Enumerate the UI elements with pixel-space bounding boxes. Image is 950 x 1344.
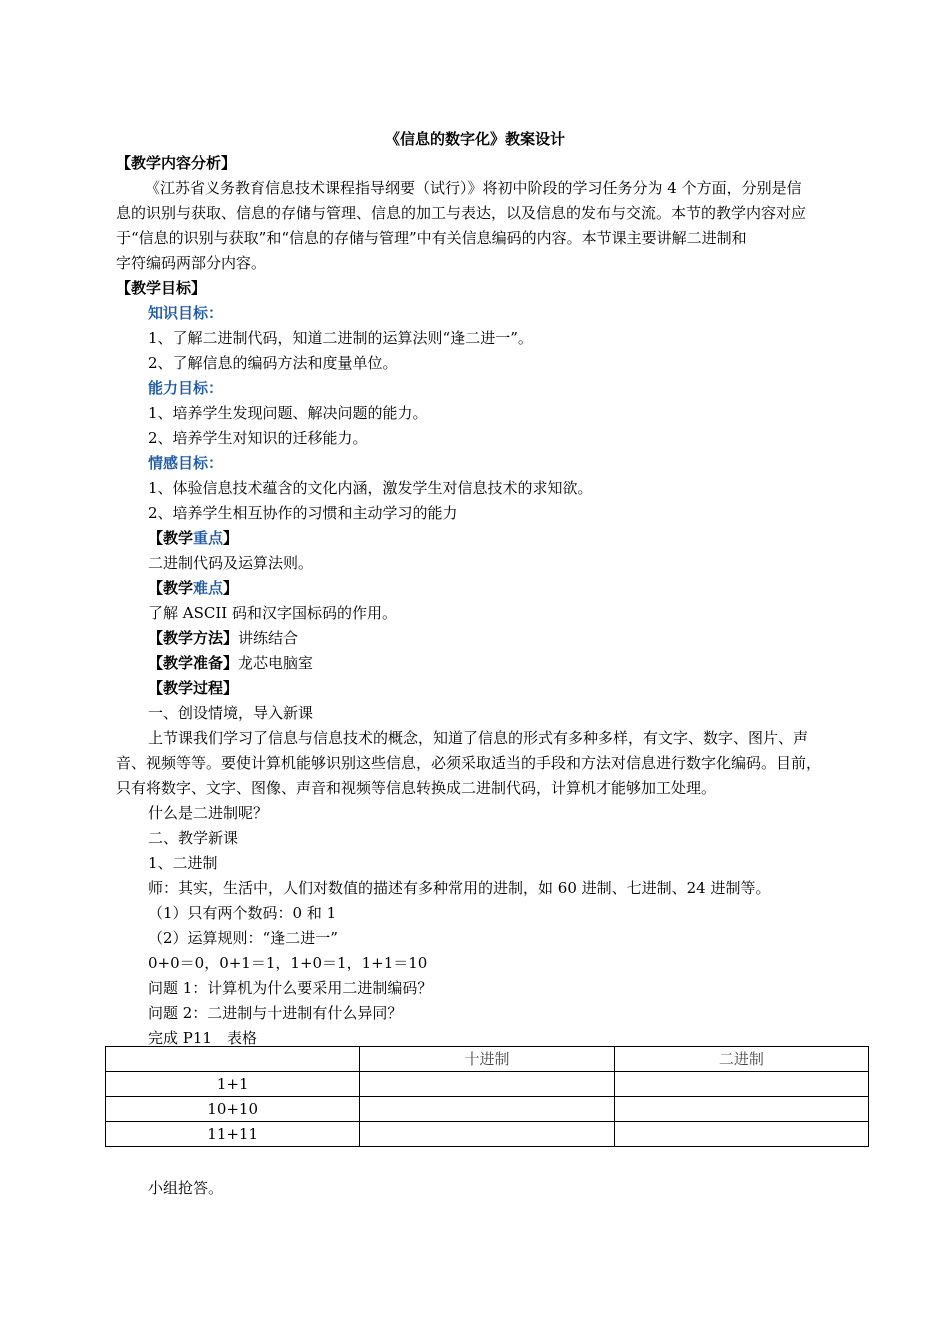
point-two: （2）运算规则：“逢二进一”: [148, 929, 338, 947]
analysis-line: 于“信息的识别与获取”和“信息的存储与管理”中有关信息编码的内容。本节课主要讲解二进制和: [116, 229, 747, 247]
prep-line: [148, 653, 313, 673]
table-cell: [360, 1122, 614, 1147]
analysis-line: 息的识别与获取、信息的存储与管理、信息的加工与表达，以及信息的发布与交流。本节的教学内容对应: [116, 204, 807, 222]
table-cell: [614, 1072, 868, 1097]
goals-heading: 【教学目标】: [116, 279, 207, 297]
key-point-text: 二进制代码及运算法则。: [148, 554, 314, 572]
table-header-cell: 十进制: [360, 1047, 614, 1072]
analysis-heading: 【教学内容分析】: [116, 154, 237, 172]
emotion-goal: 1、体验信息技术蕴含的文化内涵，激发学生对信息技术的求知欲。: [148, 479, 593, 497]
table-cell: [360, 1072, 614, 1097]
step-two: 二、教学新课: [148, 829, 239, 847]
heading-close: 】: [223, 579, 239, 597]
table-header-cell: [106, 1047, 360, 1072]
table-cell: 1+1: [106, 1072, 360, 1097]
key-point-heading: [148, 528, 238, 548]
table-row: [106, 1097, 869, 1122]
analysis-line: 《江苏省义务教育信息技术课程指导纲要（试行）》将初中阶段的学习任务分为 4 个方面，分别是信: [145, 179, 802, 197]
intro-line: 音、视频等等。要使计算机能够识别这些信息，必须采取适当的手段和方法对信息进行数字化编码。目前，: [116, 754, 822, 772]
heading-keyword: 重点: [193, 529, 224, 547]
emotion-goal-label: 情感目标：: [148, 454, 224, 472]
task-line: 完成 P11 表格: [148, 1029, 257, 1047]
knowledge-goal-label: 知识目标：: [148, 304, 224, 322]
table-cell: [360, 1097, 614, 1122]
question-line: 什么是二进制呢？: [148, 804, 269, 822]
heading-open: 【教学: [148, 579, 194, 597]
heading-close: 】: [223, 529, 239, 547]
table-cell: 10+10: [106, 1097, 360, 1122]
sub-heading-binary: 1、二进制: [148, 854, 218, 872]
rule-line: 0+0＝0，0+1＝1，1+0＝1，1+1＝10: [148, 954, 428, 972]
document-title: 《信息的数字化》教案设计: [384, 130, 565, 148]
difficulty-text: 了解 ASCII 码和汉字国标码的作用。: [148, 604, 397, 622]
teacher-line: 师：其实，生活中，人们对数值的描述有多种常用的进制，如 60 进制、七进制、24 进制等。: [148, 879, 771, 897]
knowledge-goal: 1、了解二进制代码，知道二进制的运算法则“逢二进一”。: [148, 329, 533, 347]
table-cell: [614, 1097, 868, 1122]
point-one: （1）只有两个数码：0 和 1: [148, 904, 337, 922]
ability-goal-label: 能力目标：: [148, 379, 224, 397]
intro-line: 只有将数字、文字、图像、声音和视频等信息转换成二进制代码，计算机才能够加工处理。: [116, 779, 717, 797]
exercise-table: [105, 1046, 869, 1147]
difficulty-heading: [148, 578, 238, 598]
ability-goal: 1、培养学生发现问题、解决问题的能力。: [148, 404, 428, 422]
heading-open: 【教学: [148, 529, 194, 547]
prep-heading: 【教学准备】: [148, 654, 239, 672]
final-line: 小组抢答。: [148, 1179, 224, 1197]
table-row: [106, 1072, 869, 1097]
method-line: [148, 628, 298, 648]
question-one: 问题 1：计算机为什么要采用二进制编码？: [148, 979, 433, 997]
method-heading: 【教学方法】: [148, 629, 239, 647]
table-row: [106, 1122, 869, 1147]
emotion-goal: 2、培养学生相互协作的习惯和主动学习的能力: [148, 504, 458, 522]
step-one: 一、创设情境，导入新课: [148, 704, 314, 722]
process-heading: 【教学过程】: [148, 679, 239, 697]
intro-line: 上节课我们学习了信息与信息技术的概念，知道了信息的形式有多种多样，有文字、数字、图片、声: [148, 729, 809, 747]
table-header-cell: 二进制: [614, 1047, 868, 1072]
prep-text: 龙芯电脑室: [238, 654, 314, 672]
ability-goal: 2、培养学生对知识的迁移能力。: [148, 429, 368, 447]
heading-keyword: 难点: [193, 579, 224, 597]
table-cell: [614, 1122, 868, 1147]
table-header-row: [106, 1047, 869, 1072]
question-two: 问题 2：二进制与十进制有什么异同？: [148, 1004, 403, 1022]
analysis-line: 字符编码两部分内容。: [116, 254, 267, 272]
method-text: 讲练结合: [238, 629, 299, 647]
table-cell: 11+11: [106, 1122, 360, 1147]
knowledge-goal: 2、了解信息的编码方法和度量单位。: [148, 354, 398, 372]
